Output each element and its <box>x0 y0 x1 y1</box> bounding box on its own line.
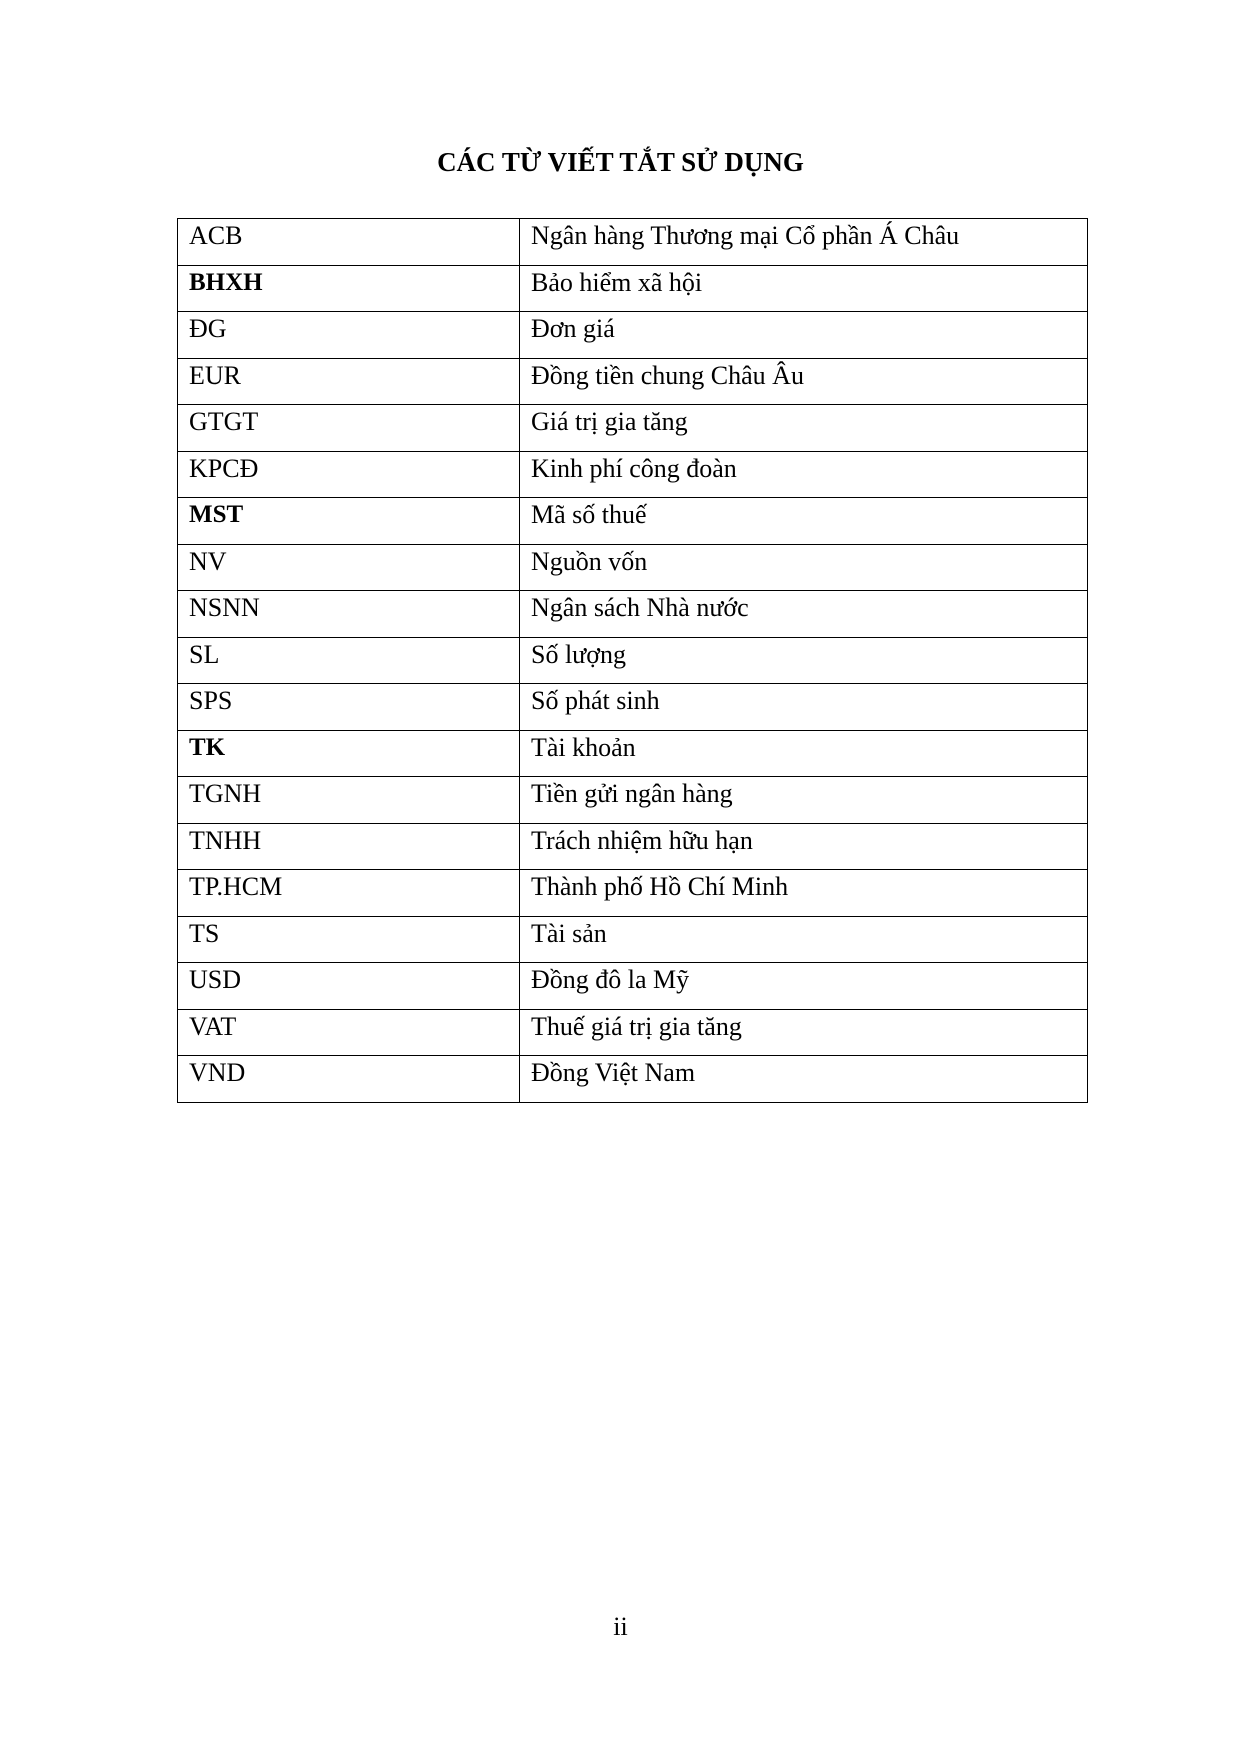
abbreviation-meaning: Nguồn vốn <box>520 544 1088 591</box>
abbreviation-code: TNHH <box>178 823 520 870</box>
table-row <box>178 1009 1088 1056</box>
table-row <box>178 451 1088 498</box>
table-row <box>178 358 1088 405</box>
abbreviation-meaning: Đồng tiền chung Châu Âu <box>520 358 1088 405</box>
abbreviation-meaning: Tài sản <box>520 916 1088 963</box>
abbreviations-table-body <box>178 219 1088 1103</box>
abbreviation-meaning: Thuế giá trị gia tăng <box>520 1009 1088 1056</box>
table-row <box>178 498 1088 545</box>
table-row <box>178 312 1088 359</box>
abbreviations-table <box>177 218 1088 1103</box>
abbreviation-code: TS <box>178 916 520 963</box>
abbreviation-meaning: Mã số thuế <box>520 498 1088 545</box>
abbreviation-meaning: Bảo hiểm xã hội <box>520 265 1088 312</box>
abbreviation-code: SPS <box>178 684 520 731</box>
abbreviation-code: SL <box>178 637 520 684</box>
abbreviation-meaning: Trách nhiệm hữu hạn <box>520 823 1088 870</box>
table-row <box>178 916 1088 963</box>
table-row <box>178 544 1088 591</box>
abbreviation-meaning: Đồng Việt Nam <box>520 1056 1088 1103</box>
table-row <box>178 405 1088 452</box>
abbreviation-meaning: Kinh phí công đoàn <box>520 451 1088 498</box>
table-row <box>178 963 1088 1010</box>
table-row <box>178 591 1088 638</box>
abbreviation-code: USD <box>178 963 520 1010</box>
table-row <box>178 637 1088 684</box>
abbreviation-code: KPCĐ <box>178 451 520 498</box>
abbreviation-code: VND <box>178 1056 520 1103</box>
page-number: ii <box>613 1612 628 1641</box>
table-row <box>178 1056 1088 1103</box>
abbreviation-meaning: Số lượng <box>520 637 1088 684</box>
table-row <box>178 870 1088 917</box>
abbreviation-meaning: Số phát sinh <box>520 684 1088 731</box>
abbreviation-code: BHXH <box>178 265 520 312</box>
table-row <box>178 777 1088 824</box>
abbreviation-meaning: Tiền gửi ngân hàng <box>520 777 1088 824</box>
abbreviation-meaning: Ngân hàng Thương mại Cổ phần Á Châu <box>520 219 1088 266</box>
abbreviation-meaning: Đơn giá <box>520 312 1088 359</box>
abbreviation-code: MST <box>178 498 520 545</box>
abbreviation-code: TK <box>178 730 520 777</box>
abbreviation-code: VAT <box>178 1009 520 1056</box>
abbreviation-code: GTGT <box>178 405 520 452</box>
abbreviation-code: ĐG <box>178 312 520 359</box>
abbreviation-code: TP.HCM <box>178 870 520 917</box>
page-title: CÁC TỪ VIẾT TẮT SỬ DỤNG <box>437 147 804 177</box>
abbreviation-code: NV <box>178 544 520 591</box>
abbreviation-code: ACB <box>178 219 520 266</box>
table-row <box>178 730 1088 777</box>
abbreviation-code: EUR <box>178 358 520 405</box>
table-row <box>178 684 1088 731</box>
abbreviation-meaning: Ngân sách Nhà nước <box>520 591 1088 638</box>
abbreviation-meaning: Giá trị gia tăng <box>520 405 1088 452</box>
abbreviation-meaning: Đồng đô la Mỹ <box>520 963 1088 1010</box>
abbreviation-meaning: Thành phố Hồ Chí Minh <box>520 870 1088 917</box>
abbreviation-meaning: Tài khoản <box>520 730 1088 777</box>
table-row <box>178 219 1088 266</box>
table-row <box>178 823 1088 870</box>
abbreviation-code: TGNH <box>178 777 520 824</box>
abbreviation-code: NSNN <box>178 591 520 638</box>
table-row <box>178 265 1088 312</box>
